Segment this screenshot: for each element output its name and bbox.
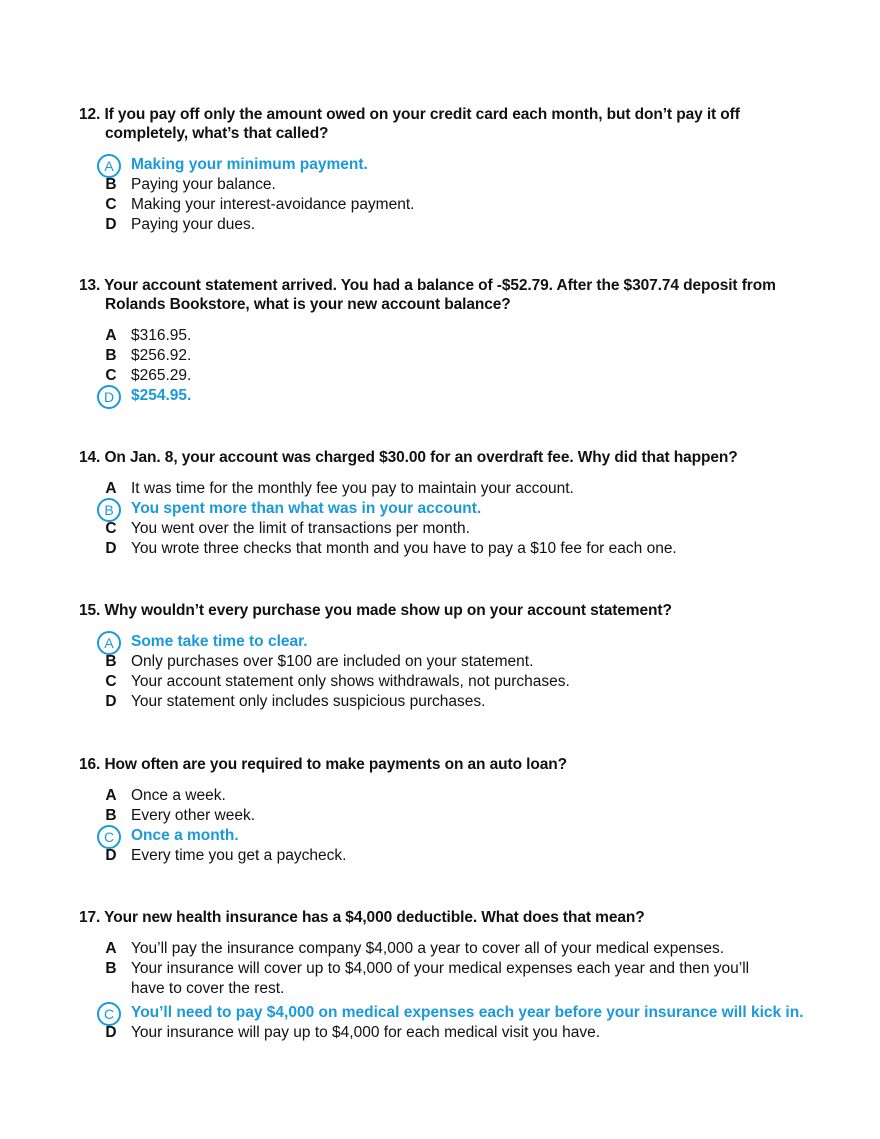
- question-text: 15. Why wouldn’t every purchase you made show up on your account statement?: [79, 602, 672, 619]
- answer-letter-circled: C: [97, 825, 121, 849]
- answer-option-a: [79, 632, 809, 652]
- answer-letter-circled: D: [97, 385, 121, 409]
- answer-text: Your insurance will cover up to $4,000 of your medical expenses each year and then you’ll have to cover the rest.: [131, 960, 750, 997]
- answer-text: Every other week.: [131, 807, 256, 824]
- answer-option-d: [79, 539, 809, 559]
- answer-option-a: [79, 786, 809, 806]
- answer-text: It was time for the monthly fee you pay to maintain your account.: [131, 480, 574, 497]
- answer-letter-circled: C: [97, 1002, 121, 1026]
- question-text: 17. Your new health insurance has a $4,000 deductible. What does that mean?: [79, 909, 645, 926]
- answer-text: Making your interest-avoidance payment.: [131, 196, 415, 213]
- answer-text: Every time you get a paycheck.: [131, 847, 347, 864]
- question-17: [79, 908, 809, 1043]
- answer-letter: B: [105, 176, 117, 193]
- answer-text: $254.95.: [131, 387, 192, 404]
- answer-letter: B: [105, 807, 117, 824]
- answer-letter: A: [105, 480, 117, 497]
- answer-option-c: [79, 195, 809, 215]
- question-13: [79, 276, 809, 406]
- answer-option-b: [79, 346, 809, 366]
- answer-text: Paying your balance.: [131, 176, 276, 193]
- answer-letter: A: [105, 787, 117, 804]
- answer-text: You spent more than what was in your account.: [131, 500, 482, 517]
- answer-text: You went over the limit of transactions per month.: [131, 520, 470, 537]
- answer-letter: B: [105, 960, 117, 977]
- answer-options: [79, 326, 809, 406]
- question-15: [79, 601, 809, 712]
- answer-option-b: [79, 959, 809, 999]
- answer-options: [79, 939, 809, 1043]
- answer-letter: D: [105, 216, 117, 233]
- answer-option-b: [79, 806, 809, 826]
- answer-option-a: [79, 939, 809, 959]
- question-text: 12. If you pay off only the amount owed on your credit card each month, but don’t pay it off completely, what’s that called?: [79, 106, 740, 142]
- answer-option-d: [79, 846, 809, 866]
- answer-text: Only purchases over $100 are included on your statement.: [131, 653, 534, 670]
- answer-option-c: [79, 1003, 809, 1023]
- answer-letter: D: [105, 693, 117, 710]
- answer-letter: B: [105, 347, 117, 364]
- answer-letter: B: [105, 653, 117, 670]
- question-text: 14. On Jan. 8, your account was charged $30.00 for an overdraft fee. Why did that happen?: [79, 449, 738, 466]
- answer-option-d: [79, 1023, 809, 1043]
- answer-text: You’ll need to pay $4,000 on medical expenses each year before your insurance will kick in.: [131, 1004, 804, 1021]
- answer-option-b: [79, 652, 809, 672]
- answer-option-c: [79, 366, 809, 386]
- answer-letter: A: [105, 327, 117, 344]
- answer-option-a: [79, 326, 809, 346]
- answer-letter: C: [105, 673, 117, 690]
- answer-option-c: [79, 672, 809, 692]
- answer-text: Once a week.: [131, 787, 226, 804]
- answer-letter: C: [105, 367, 117, 384]
- question-16: [79, 755, 809, 866]
- answer-text: Making your minimum payment.: [131, 156, 368, 173]
- answer-text: You wrote three checks that month and you have to pay a $10 fee for each one.: [131, 540, 677, 557]
- question-text: 13. Your account statement arrived. You had a balance of -$52.79. After the $307.74 deposit from Rolands Bookstore, what is your new account balance?: [79, 277, 776, 313]
- answer-letter: D: [105, 540, 117, 557]
- answer-letter: C: [105, 520, 117, 537]
- answer-text: Paying your dues.: [131, 216, 256, 233]
- answer-text: $265.29.: [131, 367, 192, 384]
- answer-text: Your insurance will pay up to $4,000 for each medical visit you have.: [131, 1024, 601, 1041]
- question-14: [79, 448, 809, 559]
- question-12: [79, 105, 809, 235]
- answer-text: Your statement only includes suspicious purchases.: [131, 693, 486, 710]
- answer-options: [79, 479, 809, 559]
- answer-option-a: [79, 479, 809, 499]
- answer-options: [79, 632, 809, 712]
- answer-option-d: [79, 692, 809, 712]
- answer-text: $256.92.: [131, 347, 192, 364]
- answer-text: $316.95.: [131, 327, 192, 344]
- answer-option-b: [79, 175, 809, 195]
- answer-option-a: [79, 155, 809, 175]
- answer-option-c: [79, 519, 809, 539]
- answer-option-d: [79, 386, 809, 406]
- answer-letter-circled: A: [97, 631, 121, 655]
- answer-letter: D: [105, 1024, 117, 1041]
- answer-text: Some take time to clear.: [131, 633, 308, 650]
- answer-text: Your account statement only shows withdrawals, not purchases.: [131, 673, 570, 690]
- answer-options: [79, 155, 809, 235]
- answer-option-c: [79, 826, 809, 846]
- answer-letter: A: [105, 940, 117, 957]
- answer-option-d: [79, 215, 809, 235]
- answer-option-b: [79, 499, 809, 519]
- answer-text: You’ll pay the insurance company $4,000 a year to cover all of your medical expenses.: [131, 940, 725, 957]
- answer-letter-circled: B: [97, 498, 121, 522]
- answer-letter: D: [105, 847, 117, 864]
- question-text: 16. How often are you required to make payments on an auto loan?: [79, 756, 567, 773]
- answer-letter: C: [105, 196, 117, 213]
- answer-options: [79, 786, 809, 866]
- answer-letter-circled: A: [97, 154, 121, 178]
- answer-text: Once a month.: [131, 827, 239, 844]
